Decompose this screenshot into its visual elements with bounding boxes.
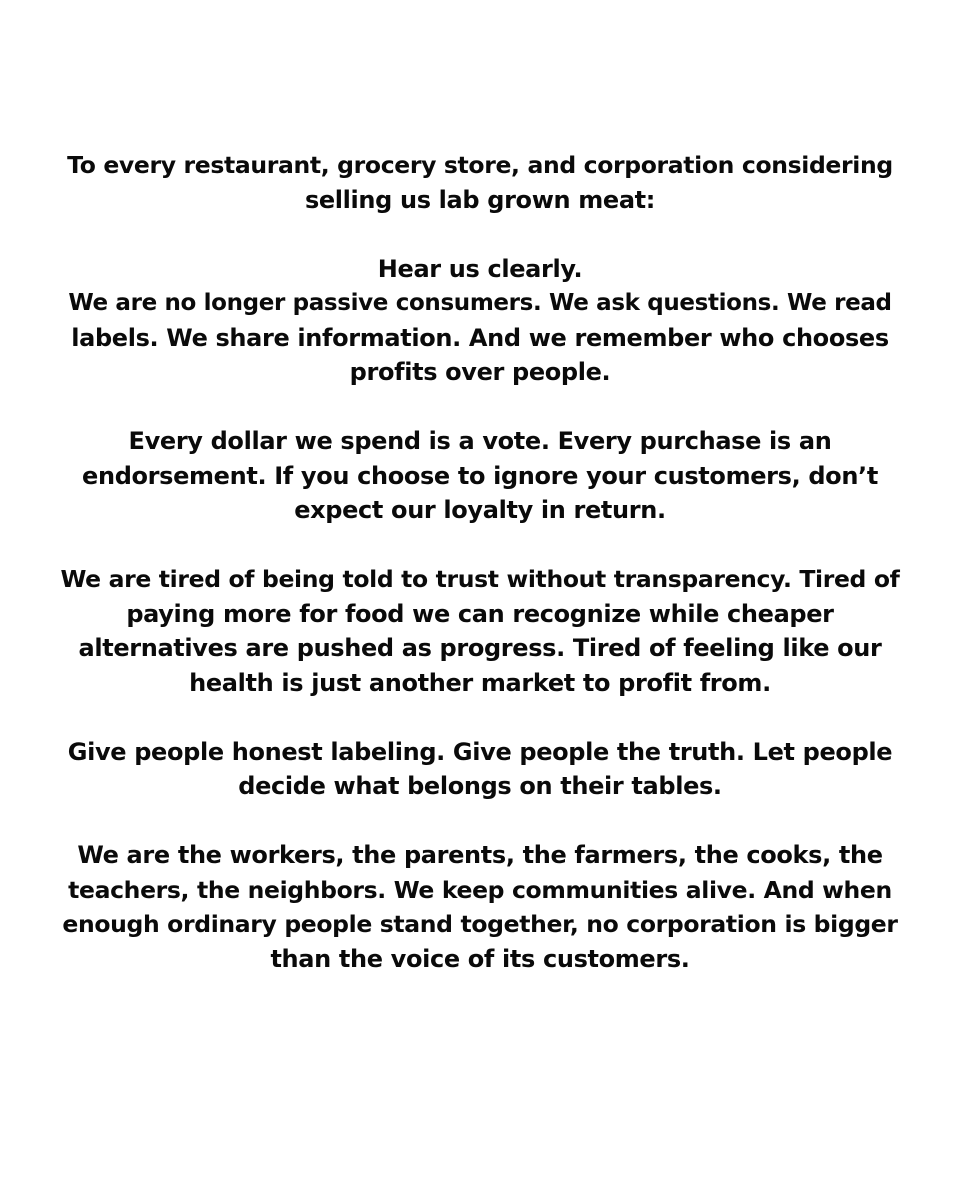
- text-line: expect our loyalty in return.: [294, 496, 666, 524]
- text-line: To every restaurant, grocery store, and corporation considering: [67, 151, 893, 179]
- paragraph-we-are: [60, 838, 900, 976]
- paragraph-gap: [60, 390, 900, 425]
- text-line: enough ordinary people stand together, no corporation is bigger: [62, 910, 898, 938]
- text-line: decide what belongs on their tables.: [238, 772, 722, 800]
- text-line: We are tired of being told to trust without transparency. Tired of: [60, 565, 900, 593]
- text-line: We are the workers, the parents, the farmers, the cooks, the: [77, 841, 883, 869]
- paragraph-gap: [60, 528, 900, 563]
- paragraph-tired: [60, 562, 900, 700]
- text-line: profits over people.: [349, 358, 611, 386]
- paragraph-gap: [60, 217, 900, 252]
- text-line: selling us lab grown meat:: [304, 185, 656, 214]
- text-line: paying more for food we can recognize while cheaper: [126, 599, 834, 628]
- letter-body: [60, 148, 900, 976]
- text-line: Give people honest labeling. Give people the truth. Let people: [67, 737, 893, 766]
- text-line: health is just another market to profit from.: [189, 668, 771, 697]
- text-line: endorsement. If you choose to ignore your customers, don’t: [82, 461, 878, 490]
- text-line: We are no longer passive consumers. We ask questions. We read: [68, 290, 892, 316]
- text-line: than the voice of its customers.: [270, 944, 690, 973]
- paragraph-gap: [60, 804, 900, 839]
- text-line: labels. We share information. And we remember who chooses: [71, 323, 889, 352]
- paragraph-give-people: [60, 735, 900, 804]
- text-line: teachers, the neighbors. We keep communities alive. And when: [68, 875, 892, 904]
- text-line: Every dollar we spend is a vote. Every purchase is an: [128, 427, 832, 455]
- paragraph-hear-us: [60, 252, 900, 390]
- paragraph-gap: [60, 700, 900, 735]
- text-line: Hear us clearly.: [377, 254, 583, 283]
- text-line: alternatives are pushed as progress. Tired of feeling like our: [78, 634, 882, 662]
- paragraph-every-dollar: [60, 424, 900, 528]
- paragraph-salutation: [60, 148, 900, 217]
